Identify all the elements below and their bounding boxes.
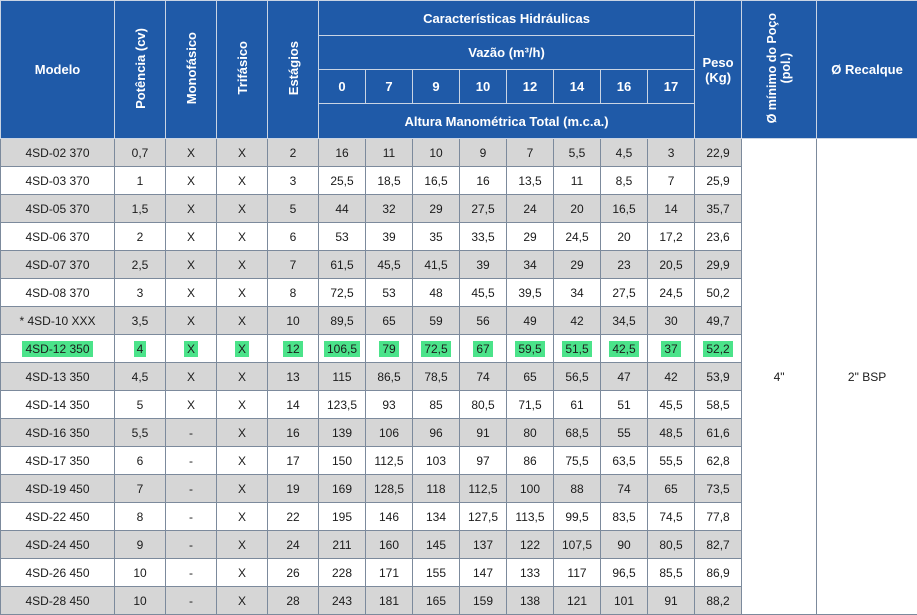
value-cell: 42 xyxy=(554,307,601,335)
highlight-mark: 106,5 xyxy=(324,341,360,357)
value-cell: 139 xyxy=(319,419,366,447)
value-cell: 169 xyxy=(319,475,366,503)
model-cell: 4SD-05 370 xyxy=(1,195,115,223)
value-cell xyxy=(648,335,695,363)
model-cell: 4SD-24 450 xyxy=(1,531,115,559)
highlight-mark: X xyxy=(184,341,198,357)
value-cell: 137 xyxy=(460,531,507,559)
value-cell: 82,7 xyxy=(695,531,742,559)
value-cell: 7 xyxy=(268,251,319,279)
value-cell: 112,5 xyxy=(460,475,507,503)
value-cell: 45,5 xyxy=(366,251,413,279)
highlight-mark: X xyxy=(235,341,249,357)
model-cell: 4SD-28 450 xyxy=(1,587,115,615)
value-cell xyxy=(268,335,319,363)
value-cell: 91 xyxy=(460,419,507,447)
value-cell: 4,5 xyxy=(115,363,166,391)
col-header-poco: Ø mínimo do Poço (pol.) xyxy=(742,1,817,139)
highlight-mark: 59,5 xyxy=(515,341,544,357)
value-cell: 71,5 xyxy=(507,391,554,419)
value-cell: 25,5 xyxy=(319,167,366,195)
value-cell: 5 xyxy=(115,391,166,419)
model-cell xyxy=(1,335,115,363)
value-cell: 127,5 xyxy=(460,503,507,531)
value-cell: 97 xyxy=(460,447,507,475)
value-cell: 20 xyxy=(601,223,648,251)
value-cell: 24 xyxy=(268,531,319,559)
value-cell: 29 xyxy=(413,195,460,223)
value-cell: 63,5 xyxy=(601,447,648,475)
value-cell: 17 xyxy=(268,447,319,475)
value-cell: 34 xyxy=(507,251,554,279)
col-header-potencia: Potência (cv) xyxy=(115,1,166,139)
value-cell: 113,5 xyxy=(507,503,554,531)
value-cell: 53,9 xyxy=(695,363,742,391)
value-cell: 35,7 xyxy=(695,195,742,223)
value-cell: X xyxy=(217,139,268,167)
value-cell: 7 xyxy=(648,167,695,195)
value-cell: 146 xyxy=(366,503,413,531)
value-cell: 5 xyxy=(268,195,319,223)
value-cell: 2 xyxy=(115,223,166,251)
value-cell: 53 xyxy=(319,223,366,251)
value-cell xyxy=(695,335,742,363)
value-cell: 23 xyxy=(601,251,648,279)
value-cell: 45,5 xyxy=(648,391,695,419)
value-cell: 24 xyxy=(507,195,554,223)
value-cell: 77,8 xyxy=(695,503,742,531)
value-cell: 29,9 xyxy=(695,251,742,279)
value-cell: 8 xyxy=(115,503,166,531)
highlight-mark: 4SD-12 350 xyxy=(22,341,92,357)
value-cell: 59 xyxy=(413,307,460,335)
value-cell: 49,7 xyxy=(695,307,742,335)
value-cell: X xyxy=(217,167,268,195)
value-cell: 33,5 xyxy=(460,223,507,251)
value-cell: 117 xyxy=(554,559,601,587)
value-cell: 62,8 xyxy=(695,447,742,475)
value-cell: X xyxy=(217,559,268,587)
flow-header-cell: 12 xyxy=(507,70,554,104)
value-cell: 211 xyxy=(319,531,366,559)
header-vazao: Vazão (m³/h) xyxy=(319,36,695,70)
value-cell: 65 xyxy=(507,363,554,391)
value-cell: 0,7 xyxy=(115,139,166,167)
value-cell: 88 xyxy=(554,475,601,503)
value-cell: X xyxy=(217,475,268,503)
value-cell: 22,9 xyxy=(695,139,742,167)
value-cell xyxy=(460,335,507,363)
value-cell: 80,5 xyxy=(648,531,695,559)
value-cell xyxy=(554,335,601,363)
value-cell: 85,5 xyxy=(648,559,695,587)
value-cell: 16,5 xyxy=(601,195,648,223)
value-cell: X xyxy=(217,391,268,419)
flow-header-cell: 7 xyxy=(366,70,413,104)
value-cell: 2,5 xyxy=(115,251,166,279)
value-cell: 5,5 xyxy=(115,419,166,447)
value-cell: X xyxy=(166,251,217,279)
value-cell: X xyxy=(217,251,268,279)
value-cell: 150 xyxy=(319,447,366,475)
value-cell: 61,6 xyxy=(695,419,742,447)
flow-header-cell: 0 xyxy=(319,70,366,104)
value-cell: 134 xyxy=(413,503,460,531)
value-cell: 29 xyxy=(554,251,601,279)
value-cell xyxy=(366,335,413,363)
flow-header-cell: 10 xyxy=(460,70,507,104)
value-cell: 86,5 xyxy=(366,363,413,391)
value-cell: 1,5 xyxy=(115,195,166,223)
col-header-monofasico: Monofásico xyxy=(166,1,217,139)
value-cell: - xyxy=(166,447,217,475)
value-cell: 25,9 xyxy=(695,167,742,195)
value-cell xyxy=(166,335,217,363)
value-cell: 19 xyxy=(268,475,319,503)
value-cell: X xyxy=(217,279,268,307)
value-cell: 181 xyxy=(366,587,413,615)
value-cell: X xyxy=(166,139,217,167)
value-cell: 106 xyxy=(366,419,413,447)
value-cell: 56,5 xyxy=(554,363,601,391)
value-cell: 11 xyxy=(366,139,413,167)
value-cell xyxy=(319,335,366,363)
value-cell: 243 xyxy=(319,587,366,615)
value-cell xyxy=(601,335,648,363)
value-cell: 9 xyxy=(460,139,507,167)
value-cell: 73,5 xyxy=(695,475,742,503)
value-cell: 88,2 xyxy=(695,587,742,615)
value-cell: 51 xyxy=(601,391,648,419)
value-cell: 10 xyxy=(268,307,319,335)
value-cell: 58,5 xyxy=(695,391,742,419)
value-cell: 39 xyxy=(366,223,413,251)
value-cell: 35 xyxy=(413,223,460,251)
value-cell: X xyxy=(217,419,268,447)
value-cell: 86 xyxy=(507,447,554,475)
value-cell: 53 xyxy=(366,279,413,307)
value-cell: 9 xyxy=(115,531,166,559)
value-cell: 24,5 xyxy=(554,223,601,251)
highlight-mark: 72,5 xyxy=(421,341,450,357)
value-cell: 99,5 xyxy=(554,503,601,531)
value-cell: 10 xyxy=(115,559,166,587)
col-header-estagios: Estágios xyxy=(268,1,319,139)
value-cell: 5,5 xyxy=(554,139,601,167)
value-cell: X xyxy=(217,503,268,531)
model-cell: * 4SD-10 XXX xyxy=(1,307,115,335)
value-cell: 27,5 xyxy=(460,195,507,223)
value-cell: X xyxy=(217,363,268,391)
value-cell: 61 xyxy=(554,391,601,419)
model-cell: 4SD-22 450 xyxy=(1,503,115,531)
value-cell: 100 xyxy=(507,475,554,503)
value-cell: 3,5 xyxy=(115,307,166,335)
poco-value-cell: 4" xyxy=(742,139,817,615)
model-cell: 4SD-07 370 xyxy=(1,251,115,279)
value-cell: 80 xyxy=(507,419,554,447)
value-cell: 65 xyxy=(648,475,695,503)
value-cell: 16,5 xyxy=(413,167,460,195)
value-cell: X xyxy=(217,307,268,335)
value-cell: 195 xyxy=(319,503,366,531)
value-cell: X xyxy=(217,587,268,615)
value-cell: 171 xyxy=(366,559,413,587)
value-cell: 50,2 xyxy=(695,279,742,307)
value-cell: 159 xyxy=(460,587,507,615)
value-cell: 138 xyxy=(507,587,554,615)
value-cell: 112,5 xyxy=(366,447,413,475)
highlight-mark: 51,5 xyxy=(562,341,591,357)
value-cell: 16 xyxy=(460,167,507,195)
highlight-mark: 4 xyxy=(134,341,147,357)
value-cell: 8,5 xyxy=(601,167,648,195)
value-cell: 7 xyxy=(507,139,554,167)
col-header-recalque: Ø Recalque xyxy=(817,1,917,139)
value-cell: 85 xyxy=(413,391,460,419)
highlight-mark: 42,5 xyxy=(609,341,638,357)
value-cell: 96,5 xyxy=(601,559,648,587)
value-cell: 147 xyxy=(460,559,507,587)
value-cell: 165 xyxy=(413,587,460,615)
value-cell: 68,5 xyxy=(554,419,601,447)
value-cell: 18,5 xyxy=(366,167,413,195)
value-cell xyxy=(507,335,554,363)
value-cell: X xyxy=(166,195,217,223)
value-cell: 75,5 xyxy=(554,447,601,475)
value-cell: 103 xyxy=(413,447,460,475)
model-cell: 4SD-03 370 xyxy=(1,167,115,195)
value-cell: 1 xyxy=(115,167,166,195)
value-cell: X xyxy=(217,531,268,559)
highlight-mark: 52,2 xyxy=(703,341,732,357)
value-cell xyxy=(217,335,268,363)
value-cell: 28 xyxy=(268,587,319,615)
model-cell: 4SD-16 350 xyxy=(1,419,115,447)
value-cell: 29 xyxy=(507,223,554,251)
value-cell: 13,5 xyxy=(507,167,554,195)
value-cell: 17,2 xyxy=(648,223,695,251)
value-cell: 228 xyxy=(319,559,366,587)
value-cell: 16 xyxy=(319,139,366,167)
value-cell: 41,5 xyxy=(413,251,460,279)
value-cell: - xyxy=(166,419,217,447)
value-cell: X xyxy=(166,223,217,251)
value-cell: 3 xyxy=(268,167,319,195)
value-cell: 160 xyxy=(366,531,413,559)
value-cell: - xyxy=(166,503,217,531)
value-cell xyxy=(115,335,166,363)
value-cell: 3 xyxy=(648,139,695,167)
value-cell: 20 xyxy=(554,195,601,223)
highlight-mark: 79 xyxy=(379,341,398,357)
value-cell: 39,5 xyxy=(507,279,554,307)
header-caracteristicas-hidraulicas: Características Hidráulicas xyxy=(319,1,695,36)
value-cell: 83,5 xyxy=(601,503,648,531)
value-cell: 115 xyxy=(319,363,366,391)
flow-header-cell: 14 xyxy=(554,70,601,104)
highlight-mark: 12 xyxy=(283,341,302,357)
value-cell: 78,5 xyxy=(413,363,460,391)
value-cell: 74 xyxy=(460,363,507,391)
value-cell: 55,5 xyxy=(648,447,695,475)
header-altura-manometrica: Altura Manométrica Total (m.c.a.) xyxy=(319,104,695,139)
value-cell: 155 xyxy=(413,559,460,587)
col-header-modelo: Modelo xyxy=(1,1,115,139)
value-cell: 26 xyxy=(268,559,319,587)
value-cell: 39 xyxy=(460,251,507,279)
model-cell: 4SD-19 450 xyxy=(1,475,115,503)
value-cell: 2 xyxy=(268,139,319,167)
col-header-peso: Peso (Kg) xyxy=(695,1,742,139)
value-cell: 27,5 xyxy=(601,279,648,307)
value-cell: 47 xyxy=(601,363,648,391)
value-cell: 7 xyxy=(115,475,166,503)
value-cell: 42 xyxy=(648,363,695,391)
value-cell: 118 xyxy=(413,475,460,503)
flow-header-cell: 16 xyxy=(601,70,648,104)
value-cell: 74,5 xyxy=(648,503,695,531)
model-cell: 4SD-02 370 xyxy=(1,139,115,167)
model-cell: 4SD-26 450 xyxy=(1,559,115,587)
value-cell: 10 xyxy=(115,587,166,615)
value-cell: 55 xyxy=(601,419,648,447)
model-cell: 4SD-17 350 xyxy=(1,447,115,475)
value-cell: 123,5 xyxy=(319,391,366,419)
value-cell: 11 xyxy=(554,167,601,195)
value-cell: 45,5 xyxy=(460,279,507,307)
value-cell: 20,5 xyxy=(648,251,695,279)
value-cell: 14 xyxy=(648,195,695,223)
model-cell: 4SD-13 350 xyxy=(1,363,115,391)
value-cell: 48,5 xyxy=(648,419,695,447)
value-cell: 86,9 xyxy=(695,559,742,587)
value-cell: 107,5 xyxy=(554,531,601,559)
flow-header-cell: 9 xyxy=(413,70,460,104)
value-cell: 8 xyxy=(268,279,319,307)
value-cell: 4,5 xyxy=(601,139,648,167)
value-cell: 90 xyxy=(601,531,648,559)
value-cell: 30 xyxy=(648,307,695,335)
value-cell: 3 xyxy=(115,279,166,307)
model-cell: 4SD-06 370 xyxy=(1,223,115,251)
value-cell: X xyxy=(166,307,217,335)
value-cell: 34,5 xyxy=(601,307,648,335)
value-cell: 6 xyxy=(268,223,319,251)
value-cell: - xyxy=(166,531,217,559)
value-cell xyxy=(413,335,460,363)
value-cell: 14 xyxy=(268,391,319,419)
value-cell: 145 xyxy=(413,531,460,559)
value-cell: X xyxy=(217,195,268,223)
value-cell: 24,5 xyxy=(648,279,695,307)
model-cell: 4SD-14 350 xyxy=(1,391,115,419)
recalque-value-cell: 2" BSP xyxy=(817,139,917,615)
highlight-mark: 67 xyxy=(473,341,492,357)
value-cell: 101 xyxy=(601,587,648,615)
value-cell: 22 xyxy=(268,503,319,531)
highlight-mark: 37 xyxy=(661,341,680,357)
value-cell: 23,6 xyxy=(695,223,742,251)
value-cell: 80,5 xyxy=(460,391,507,419)
value-cell: 89,5 xyxy=(319,307,366,335)
value-cell: 122 xyxy=(507,531,554,559)
value-cell: X xyxy=(217,223,268,251)
value-cell: 61,5 xyxy=(319,251,366,279)
value-cell: - xyxy=(166,587,217,615)
value-cell: 34 xyxy=(554,279,601,307)
model-cell: 4SD-08 370 xyxy=(1,279,115,307)
value-cell: 121 xyxy=(554,587,601,615)
value-cell: 65 xyxy=(366,307,413,335)
value-cell: 93 xyxy=(366,391,413,419)
value-cell: 13 xyxy=(268,363,319,391)
value-cell: X xyxy=(166,391,217,419)
col-header-trifasico: Trifásico xyxy=(217,1,268,139)
value-cell: X xyxy=(217,447,268,475)
value-cell: 74 xyxy=(601,475,648,503)
value-cell: 56 xyxy=(460,307,507,335)
value-cell: 96 xyxy=(413,419,460,447)
value-cell: - xyxy=(166,559,217,587)
value-cell: 49 xyxy=(507,307,554,335)
value-cell: 91 xyxy=(648,587,695,615)
value-cell: 128,5 xyxy=(366,475,413,503)
value-cell: 32 xyxy=(366,195,413,223)
table-row xyxy=(1,139,917,167)
value-cell: X xyxy=(166,279,217,307)
value-cell: - xyxy=(166,475,217,503)
value-cell: 16 xyxy=(268,419,319,447)
flow-header-cell: 17 xyxy=(648,70,695,104)
value-cell: 10 xyxy=(413,139,460,167)
value-cell: 48 xyxy=(413,279,460,307)
value-cell: 44 xyxy=(319,195,366,223)
value-cell: 6 xyxy=(115,447,166,475)
value-cell: X xyxy=(166,363,217,391)
value-cell: 72,5 xyxy=(319,279,366,307)
value-cell: 133 xyxy=(507,559,554,587)
value-cell: X xyxy=(166,167,217,195)
